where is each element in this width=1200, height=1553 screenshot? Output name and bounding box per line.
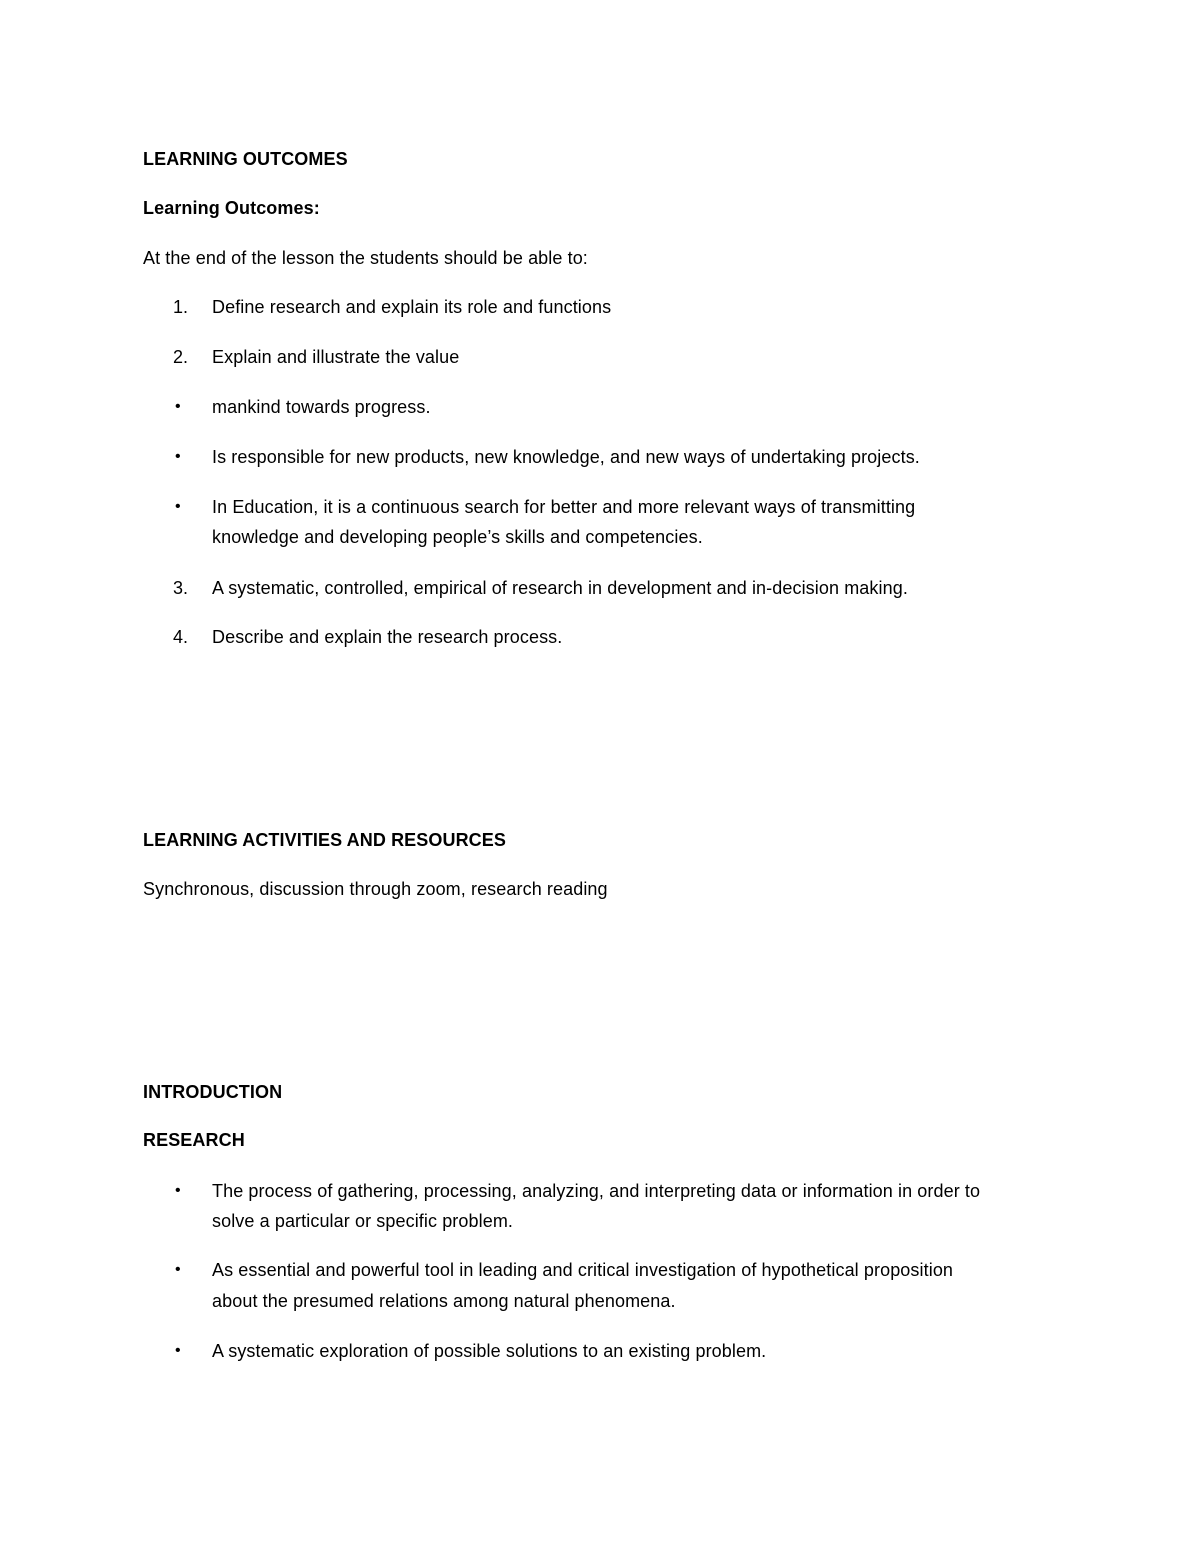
list-number: 1. bbox=[173, 297, 189, 317]
learning-activities-heading: LEARNING ACTIVITIES AND RESOURCES bbox=[143, 830, 506, 850]
list-number: 2. bbox=[173, 347, 189, 367]
outcomes-intro-text: At the end of the lesson the students should be able to: bbox=[143, 248, 588, 268]
bullet-icon: • bbox=[175, 1261, 181, 1278]
bullet-icon: • bbox=[175, 398, 181, 415]
list-item-text: The process of gathering, processing, analyzing, and interpreting data or information in order to bbox=[212, 1181, 981, 1201]
list-item-text: A systematic, controlled, empirical of research in development and in-decision making. bbox=[212, 578, 908, 598]
learning-outcomes-heading: LEARNING OUTCOMES bbox=[143, 149, 348, 169]
introduction-heading: INTRODUCTION bbox=[143, 1082, 283, 1102]
bullet-icon: • bbox=[175, 1182, 181, 1199]
list-item-text: A systematic exploration of possible solutions to an existing problem. bbox=[212, 1341, 767, 1361]
bullet-icon: • bbox=[175, 448, 181, 465]
list-item-text: Is responsible for new products, new knowledge, and new ways of undertaking projects. bbox=[212, 447, 920, 467]
list-item-text: knowledge and developing people’s skills and competencies. bbox=[212, 527, 703, 547]
learning-outcomes-subheading: Learning Outcomes: bbox=[143, 198, 320, 218]
list-item-text: solve a particular or specific problem. bbox=[212, 1211, 514, 1231]
list-item-text: Explain and illustrate the value bbox=[212, 347, 460, 367]
list-item-text: As essential and powerful tool in leading and critical investigation of hypothetical proposition bbox=[212, 1260, 954, 1280]
learning-activities-text: Synchronous, discussion through zoom, research reading bbox=[143, 879, 608, 899]
list-item-text: In Education, it is a continuous search for better and more relevant ways of transmitting bbox=[212, 497, 916, 517]
list-item-text: Define research and explain its role and functions bbox=[212, 297, 612, 317]
list-item-text: mankind towards progress. bbox=[212, 397, 431, 417]
bullet-icon: • bbox=[175, 1342, 181, 1359]
list-number: 4. bbox=[173, 627, 189, 647]
list-number: 3. bbox=[173, 578, 189, 598]
list-item-text: Describe and explain the research process. bbox=[212, 627, 563, 647]
bullet-icon: • bbox=[175, 498, 181, 515]
research-subheading: RESEARCH bbox=[143, 1130, 245, 1150]
list-item-text: about the presumed relations among natural phenomena. bbox=[212, 1291, 676, 1311]
